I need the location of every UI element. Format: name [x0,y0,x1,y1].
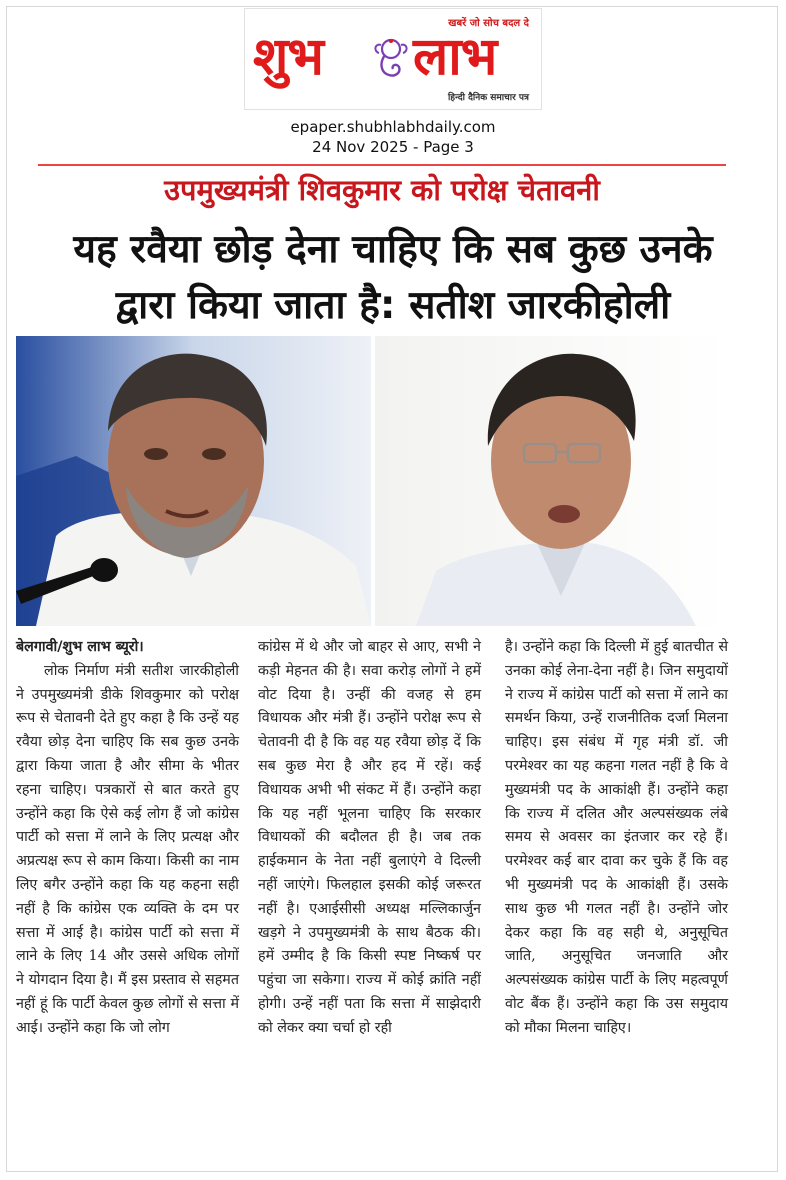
article-kicker: उपमुख्यमंत्री शिवकुमार को परोक्ष चेतावनी [164,173,600,207]
masthead-logo[interactable] [244,8,542,110]
headline-line-2: द्वारा किया जाता है: सतीश जारकीहोली [115,283,671,328]
article-dateline: बेलगावी/शुभ लाभ ब्यूरो। [16,639,144,655]
header-divider [38,164,726,166]
article-column-2 [258,636,481,1041]
article-headline [20,222,766,334]
masthead-subtitle: हिन्दी दैनिक समाचार पत्र [447,93,529,103]
masthead-tagline: खबरें जो सोच बदल दे [448,18,529,29]
column-1-text: लोक निर्माण मंत्री सतीश जारकीहोली ने उपमुख्यमंत्री डीके शिवकुमार को परोक्ष रूप से चेतावनी देते हुए कहा है कि उन्हें यह रवैया छोड़ देना चाहिए कि सब कुछ उनके द्वारा किया जाता है और सीमा के भीतर रहना चाहिए। पत्रकारों से बात करते हुए उन्होंने कहा कि ऐसे कई लोग हैं जो कांग्रेस पार्टी को सत्ता में लाने के लिए प्रत्यक्ष और अप्रत्यक्ष रूप से काम किया। किसी का नाम लिए बगैर उन्होंने कहा कि यह कहना सही नहीं है कि कांग्रेस एक व्यक्ति के दम पर सत्ता में आई है। कांग्रेस पार्टी को सत्ता में लाने के लिए 14 और उससे अधिक लोगों ने योगदान दिया है। मैं इस प्रस्ताव से सहमत नहीं हूं कि पार्टी केवल कुछ लोगों से सत्ता में आई। उन्होंने कहा कि जो लोग [16,662,239,1036]
logo-text-shubh: शुभ [253,27,323,87]
edition-date-page: 24 Nov 2025 - Page 3 [312,138,474,156]
column-2-text: कांग्रेस में थे और जो बाहर से आए, सभी ने कड़ी मेहनत की है। सवा करोड़ लोगों ने हमें वोट दिया है। उन्हीं की वजह से हम विधायक और मंत्री हैं। उन्होंने परोक्ष रूप से चेतावनी दी है कि वह यह रवैया छोड़ दें कि सब कुछ मेरा है और हद में रहें। कई विधायक अभी भी संकट में हैं। उन्होंने कहा कि यह नहीं भूलना चाहिए कि सरकार विधायकों की बदौलत ही है। जब तक हाईकमान के नेता नहीं बुलाएंगे वे दिल्ली नहीं जाएंगे। फिलहाल इसकी कोई जरूरत नहीं है। एआईसीसी अध्यक्ष मल्लिकार्जुन खड़गे ने उपमुख्यमंत्री के साथ बैठक की। हमें उम्मीद है कि किसी स्पष्ट निष्कर्ष पर पहुंचा जा सकेगा। राज्य में कोई क्रांति नहीं होगी। उन्हें नहीं पता कि सत्ता में साझेदारी को लेकर क्या चर्चा हो रही [258,639,481,1036]
logo-text-labh: लाभ [413,27,497,87]
ganesh-emblem-icon [371,35,411,83]
politicians-photo-image [16,336,726,626]
epaper-url[interactable]: epaper.shubhlabhdaily.com [290,118,496,136]
headline-line-1: यह रवैया छोड़ देना चाहिए कि सब कुछ उनके [73,227,713,272]
column-3-text: है। उन्होंने कहा कि दिल्ली में हुई बातचीत से उनका कोई लेना-देना नहीं है। जिन समुदायों ने राज्य में कांग्रेस पार्टी को सत्ता में लाने का समर्थन किया, उन्हें राजनीतिक दर्जा मिलना चाहिए। इस संबंध में गृह मंत्री डॉ. जी परमेश्वर का यह कहना गलत नहीं है कि वे मुख्यमंत्री पद के आकांक्षी हैं। उन्होंने कहा कि राज्य में दलित और अल्पसंख्यक लंबे समय से अवसर का इंतजार कर रहे हैं। परमेश्वर कई बार दावा कर चुके हैं कि वह भी मुख्यमंत्री पद के आकांक्षी हैं। उसके साथ कुछ भी गलत नहीं है। उन्होंने जोर देकर कहा कि वह सही थे, अनुसूचित जाति, अनुसूचित जनजाति और अल्पसंख्यक कांग्रेस पार्टी के लिए महत्वपूर्ण वोट बैंक हैं। उन्होंने कहा कि उस समुदाय को मौका मिलना चाहिए। [505,639,728,1036]
article-photo [16,336,726,626]
article-column-1 [16,636,239,1041]
article-column-3 [505,636,728,1041]
